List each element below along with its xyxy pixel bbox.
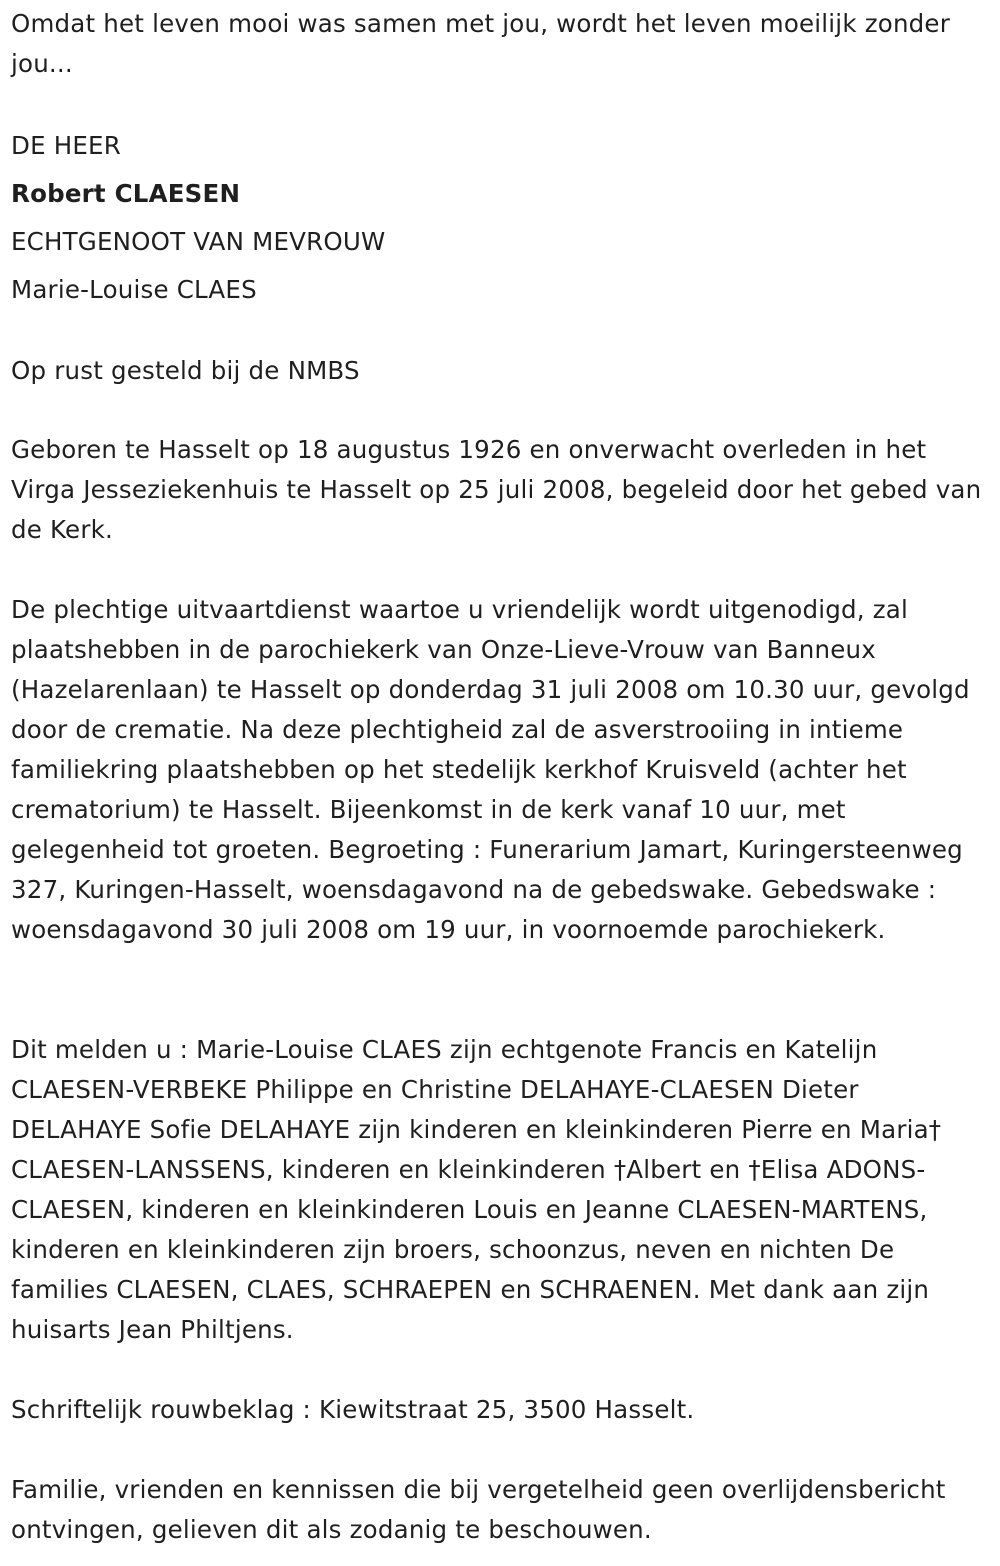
spouse-name: Marie-Louise CLAES bbox=[11, 275, 257, 304]
salutation: DE HEER bbox=[11, 131, 121, 160]
retirement-note: Op rust gesteld bij de NMBS bbox=[11, 356, 360, 385]
birth-death-paragraph: Geboren te Hasselt op 18 augustus 1926 en onverwacht overleden in het Virga Jesseziekenhuis te Hasselt op 25 juli 2008, begeleid door het gebed van de Kerk. bbox=[11, 435, 982, 544]
intro-quote: Omdat het leven mooi was samen met jou, wordt het leven moeilijk zonder jou... bbox=[11, 9, 950, 78]
closing-paragraph: Familie, vrienden en kennissen die bij vergetelheid geen overlijdensbericht ontvingen, gelieven dit als zodanig te beschouwen. bbox=[11, 1475, 946, 1544]
deceased-name: Robert CLAESEN bbox=[11, 179, 241, 208]
announced-by-paragraph: Dit melden u : Marie-Louise CLAES zijn echtgenote Francis en Katelijn CLAESEN-VERBEKE Philippe en Christine DELAHAYE-CLAESEN Dieter DELAHAYE Sofie DELAHAYE zijn kinderen en kleinkinderen Pierre en Maria† CLAESEN-LANSSENS, kinderen en kleinkinderen †Albert en †Elisa ADONS-CLAESEN, kinderen en kleinkinderen Louis en Jeanne CLAESEN-MARTENS, kinderen en kleinkinderen zijn broers, schoonzus, neven en nichten De families CLAESEN, CLAES, SCHRAEPEN en SCHRAENEN. Met dank aan zijn huisarts Jean Philtjens. bbox=[11, 1035, 942, 1344]
condolence-address: Schriftelijk rouwbeklag : Kiewitstraat 25, 3500 Hasselt. bbox=[11, 1395, 695, 1424]
relation-line: ECHTGENOOT VAN MEVROUW bbox=[11, 227, 386, 256]
ceremony-paragraph: De plechtige uitvaartdienst waartoe u vriendelijk wordt uitgenodigd, zal plaatshebben in de parochiekerk van Onze-Lieve-Vrouw van Banneux (Hazelarenlaan) te Hasselt op donderdag 31 juli 2008 om 10.30 uur, gevolgd door de crematie. Na deze plechtigheid zal de asverstrooiing in intieme familiekring plaatshebben op het stedelijk kerkhof Kruisveld (achter het crematorium) te Hasselt. Bijeenkomst in de kerk vanaf 10 uur, met gelegenheid tot groeten. Begroeting : Funerarium Jamart, Kuringersteenweg 327, Kuringen-Hasselt, woensdagavond na de gebedswake. Gebedswake : woensdagavond 30 juli 2008 om 19 uur, in voornoemde parochiekerk. bbox=[11, 595, 970, 944]
